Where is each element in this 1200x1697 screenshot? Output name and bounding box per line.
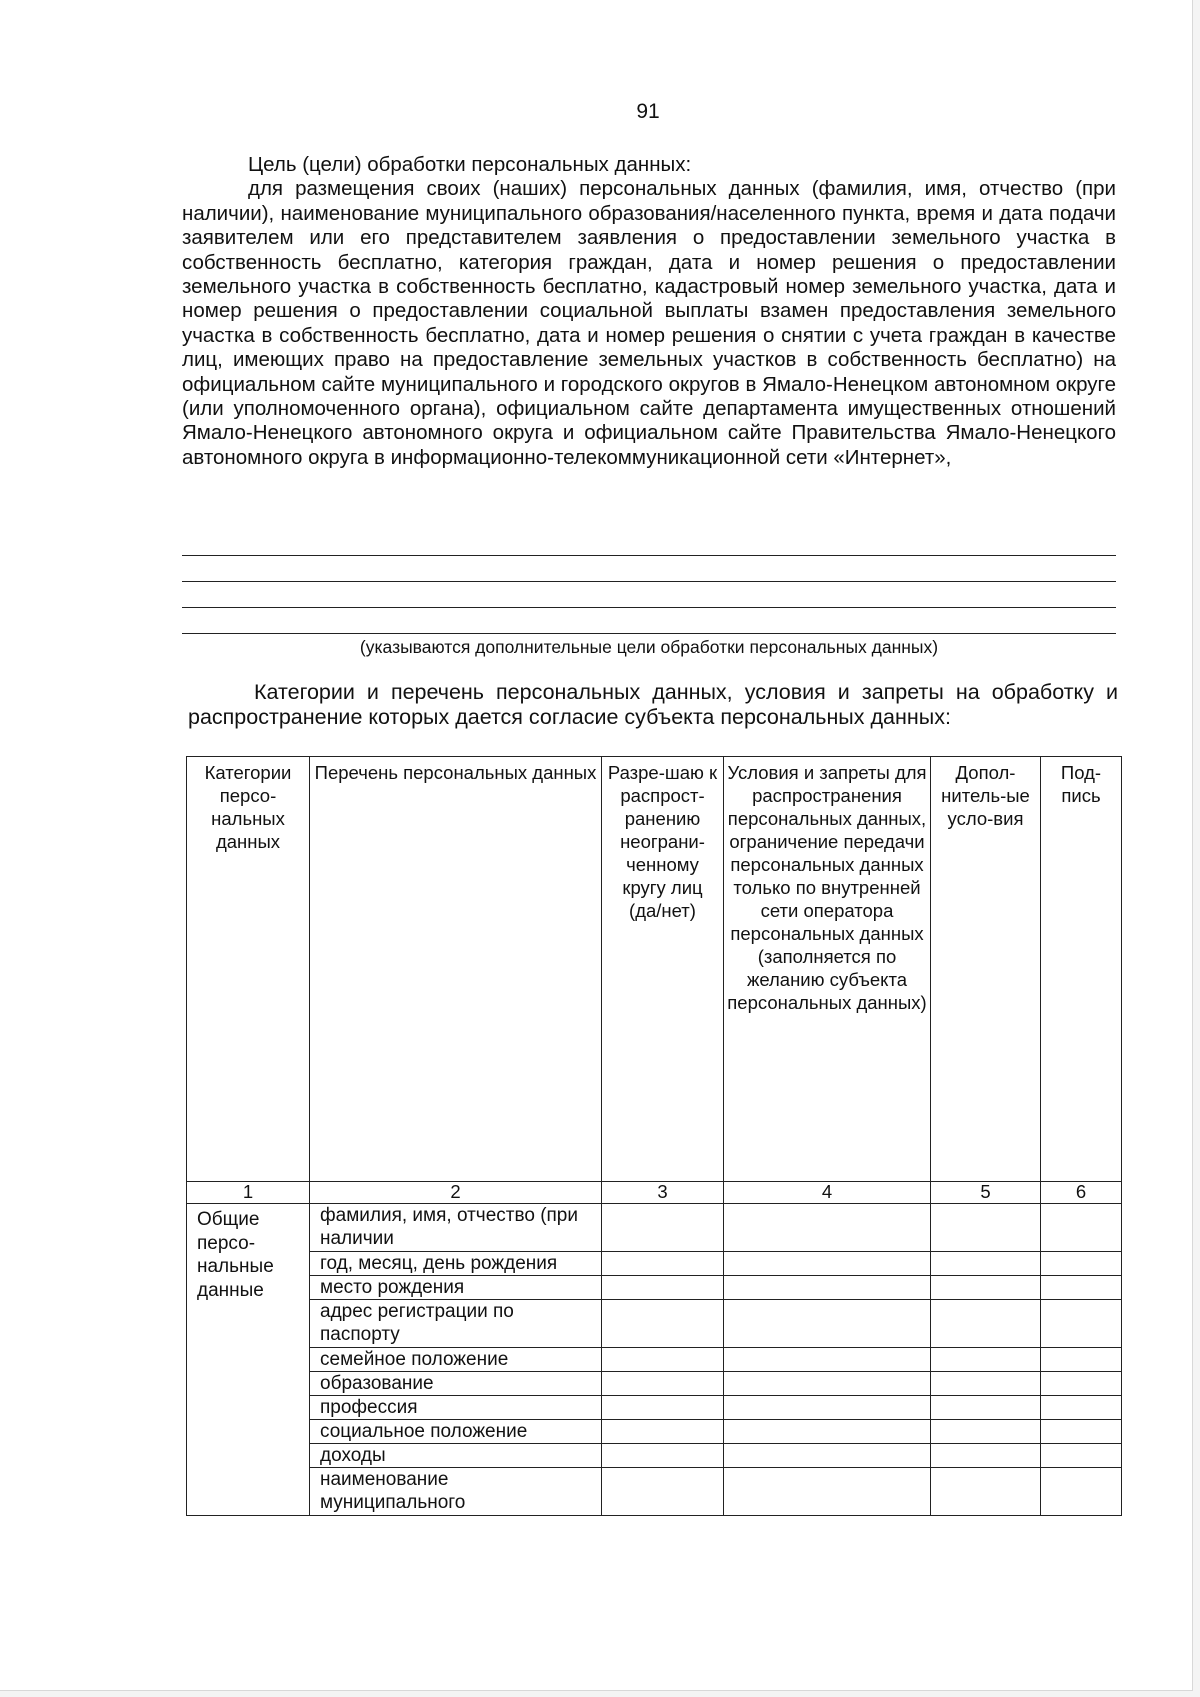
additional-conditions-cell[interactable] — [931, 1396, 1041, 1420]
signature-cell[interactable] — [1041, 1252, 1122, 1276]
table-row — [187, 1276, 1122, 1300]
header-data-list: Перечень персональных данных — [310, 757, 602, 1182]
additional-conditions-cell[interactable] — [931, 1372, 1041, 1396]
additional-conditions-cell[interactable] — [931, 1300, 1041, 1348]
permission-cell[interactable] — [602, 1396, 724, 1420]
conditions-cell[interactable] — [724, 1372, 931, 1396]
signature-cell[interactable] — [1041, 1396, 1122, 1420]
signature-cell[interactable] — [1041, 1444, 1122, 1468]
fill-in-line-1 — [182, 555, 1116, 556]
permission-cell[interactable] — [602, 1204, 724, 1252]
conditions-cell[interactable] — [724, 1300, 931, 1348]
conditions-cell[interactable] — [724, 1276, 931, 1300]
signature-cell[interactable] — [1041, 1300, 1122, 1348]
table-row — [187, 1420, 1122, 1444]
table-row — [187, 1300, 1122, 1348]
signature-cell[interactable] — [1041, 1204, 1122, 1252]
data-item-cell: профессия — [310, 1396, 602, 1420]
data-item-cell: социальное положение — [310, 1420, 602, 1444]
categories-intro-text: Категории и перечень персональных данных, условия и запреты на обработку и распространение которых дается согласие субъекта персональных данных: — [188, 680, 1118, 729]
table-row — [187, 1468, 1122, 1516]
fill-in-line-3 — [182, 607, 1116, 608]
signature-cell[interactable] — [1041, 1468, 1122, 1516]
conditions-cell[interactable] — [724, 1252, 931, 1276]
conditions-cell[interactable] — [724, 1348, 931, 1372]
signature-cell[interactable] — [1041, 1348, 1122, 1372]
purpose-body: для размещения своих (наших) персональных данных (фамилия, имя, отчество (при наличии), наименование муниципального образования/населенного пункта, время и дата подачи заявителем или его представителем заявления о предоставлении земельного участка в собственность бесплатно, категория граждан, дата и номер решения о предоставлении земельного участка в собственность бесплатно, кадастровый номер земельного участка, дата и номер решения о предоставлении социальной выплаты взамен предоставления земельного участка в собственность бесплатно, дата и номер решения о снятии с учета граждан в качестве лиц, имеющих право на предоставление земельных участков в собственность бесплатно) на официальном сайте муниципального и городского округов в Ямало-Ненецком автономном округе (или уполномоченного органа), официальном сайте департамента имущественных отношений Ямало-Ненецкого автономного округа и официальном сайте Правительства Ямало-Ненецкого автономного округа в информационно-телекоммуникационной сети «Интернет», — [182, 177, 1116, 469]
purpose-section — [182, 153, 1116, 470]
categories-intro — [188, 680, 1118, 730]
table-row — [187, 1396, 1122, 1420]
permission-cell[interactable] — [602, 1276, 724, 1300]
column-number-row — [187, 1182, 1122, 1204]
header-permission: Разре-шаю к распрост-ранению неограни-ченному кругу лиц (да/нет) — [602, 757, 724, 1182]
conditions-cell[interactable] — [724, 1444, 931, 1468]
table-row — [187, 1204, 1122, 1252]
signature-cell[interactable] — [1041, 1276, 1122, 1300]
fill-in-line-4 — [182, 633, 1116, 634]
permission-cell[interactable] — [602, 1468, 724, 1516]
purpose-heading: Цель (цели) обработки персональных данных: — [248, 153, 692, 176]
signature-cell[interactable] — [1041, 1372, 1122, 1396]
header-signature: Под-пись — [1041, 757, 1122, 1182]
column-number: 4 — [724, 1182, 931, 1204]
category-cell: Общие персо-нальные данные — [187, 1204, 310, 1516]
column-number: 3 — [602, 1182, 724, 1204]
conditions-cell[interactable] — [724, 1420, 931, 1444]
additional-conditions-cell[interactable] — [931, 1204, 1041, 1252]
permission-cell[interactable] — [602, 1420, 724, 1444]
additional-conditions-cell[interactable] — [931, 1348, 1041, 1372]
additional-conditions-cell[interactable] — [931, 1444, 1041, 1468]
data-item-cell: адрес регистрации по паспорту — [310, 1300, 602, 1348]
header-categories: Категории персо-нальных данных — [187, 757, 310, 1182]
table-header-row — [187, 757, 1122, 1182]
additional-purposes-caption: (указываются дополнительные цели обработки персональных данных) — [359, 637, 939, 657]
data-item-cell: семейное положение — [310, 1348, 602, 1372]
fill-in-line-2 — [182, 581, 1116, 582]
data-item-cell: наименование муниципального — [310, 1468, 602, 1516]
header-conditions: Условия и запреты для распространения персональных данных, ограничение передачи персональных данных только по внутренней сети оператора персональных данных (заполняется по желанию субъекта персональных данных) — [724, 757, 931, 1182]
permission-cell[interactable] — [602, 1444, 724, 1468]
data-item-cell: год, месяц, день рождения — [310, 1252, 602, 1276]
permission-cell[interactable] — [602, 1348, 724, 1372]
table-row — [187, 1252, 1122, 1276]
personal-data-table — [186, 756, 1122, 1516]
table-row — [187, 1348, 1122, 1372]
additional-conditions-cell[interactable] — [931, 1420, 1041, 1444]
header-additional-conditions: Допол-нитель-ые усло-вия — [931, 757, 1041, 1182]
data-item-cell: фамилия, имя, отчество (при наличии — [310, 1204, 602, 1252]
data-item-cell: место рождения — [310, 1276, 602, 1300]
additional-conditions-cell[interactable] — [931, 1468, 1041, 1516]
conditions-cell[interactable] — [724, 1468, 931, 1516]
table-row — [187, 1372, 1122, 1396]
page-number: 91 — [636, 100, 660, 123]
data-item-cell: доходы — [310, 1444, 602, 1468]
permission-cell[interactable] — [602, 1300, 724, 1348]
column-number: 6 — [1041, 1182, 1122, 1204]
column-number: 2 — [310, 1182, 602, 1204]
permission-cell[interactable] — [602, 1372, 724, 1396]
column-number: 1 — [187, 1182, 310, 1204]
data-item-cell: образование — [310, 1372, 602, 1396]
additional-conditions-cell[interactable] — [931, 1276, 1041, 1300]
conditions-cell[interactable] — [724, 1396, 931, 1420]
conditions-cell[interactable] — [724, 1204, 931, 1252]
additional-conditions-cell[interactable] — [931, 1252, 1041, 1276]
signature-cell[interactable] — [1041, 1420, 1122, 1444]
permission-cell[interactable] — [602, 1252, 724, 1276]
table-row — [187, 1444, 1122, 1468]
column-number: 5 — [931, 1182, 1041, 1204]
